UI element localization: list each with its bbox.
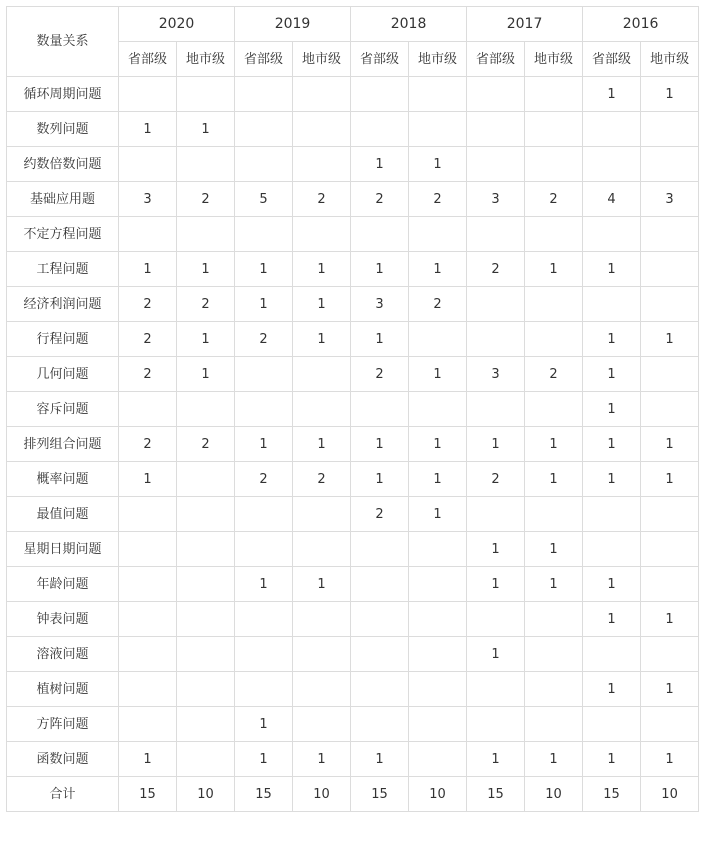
total-row xyxy=(7,777,699,812)
table-row xyxy=(7,742,699,777)
table-cell: 1 xyxy=(583,462,641,497)
table-cell: 2 xyxy=(177,182,235,217)
table-cell: 1 xyxy=(467,567,525,602)
row-label: 星期日期问题 xyxy=(7,532,119,567)
table-cell xyxy=(119,147,177,182)
table-cell: 1 xyxy=(467,427,525,462)
level-header: 地市级 xyxy=(293,42,351,77)
table-cell: 1 xyxy=(177,112,235,147)
table-cell xyxy=(525,392,583,427)
table-cell: 1 xyxy=(235,252,293,287)
table-cell: 3 xyxy=(467,182,525,217)
table-cell xyxy=(351,707,409,742)
table-cell xyxy=(351,217,409,252)
table-cell: 2 xyxy=(293,462,351,497)
row-label: 行程问题 xyxy=(7,322,119,357)
table-cell xyxy=(119,217,177,252)
table-cell: 15 xyxy=(583,777,641,812)
table-cell: 1 xyxy=(351,427,409,462)
level-header: 地市级 xyxy=(641,42,699,77)
table-cell xyxy=(119,602,177,637)
table-cell xyxy=(177,742,235,777)
table-cell xyxy=(467,217,525,252)
table-cell: 1 xyxy=(641,602,699,637)
table-cell xyxy=(351,672,409,707)
table-cell xyxy=(525,707,583,742)
table-cell: 10 xyxy=(293,777,351,812)
table-cell: 1 xyxy=(583,77,641,112)
table-cell: 1 xyxy=(293,287,351,322)
table-cell: 1 xyxy=(525,742,583,777)
table-cell xyxy=(177,602,235,637)
row-label: 函数问题 xyxy=(7,742,119,777)
table-cell xyxy=(177,147,235,182)
table-cell xyxy=(293,217,351,252)
row-label: 约数倍数问题 xyxy=(7,147,119,182)
table-row xyxy=(7,322,699,357)
table-cell: 1 xyxy=(235,707,293,742)
table-cell: 1 xyxy=(177,322,235,357)
row-label: 最值问题 xyxy=(7,497,119,532)
table-cell xyxy=(641,497,699,532)
table-cell xyxy=(525,217,583,252)
table-cell: 1 xyxy=(119,462,177,497)
table-row xyxy=(7,217,699,252)
table-cell xyxy=(641,392,699,427)
table-cell xyxy=(235,357,293,392)
table-cell: 1 xyxy=(583,357,641,392)
table-cell: 1 xyxy=(409,252,467,287)
table-row xyxy=(7,707,699,742)
table-cell xyxy=(467,707,525,742)
table-cell xyxy=(583,707,641,742)
year-header: 2020 xyxy=(119,7,235,42)
table-header xyxy=(7,7,699,77)
corner-header: 数量关系 xyxy=(7,7,119,77)
table-cell xyxy=(467,147,525,182)
table-row xyxy=(7,427,699,462)
row-label: 方阵问题 xyxy=(7,707,119,742)
table-cell xyxy=(235,532,293,567)
table-cell: 5 xyxy=(235,182,293,217)
table-cell: 1 xyxy=(583,742,641,777)
table-cell xyxy=(409,742,467,777)
row-label: 经济利润问题 xyxy=(7,287,119,322)
table-cell xyxy=(119,77,177,112)
table-cell: 1 xyxy=(351,322,409,357)
table-cell: 1 xyxy=(351,742,409,777)
row-label: 年龄问题 xyxy=(7,567,119,602)
table-cell xyxy=(235,392,293,427)
table-cell: 2 xyxy=(351,497,409,532)
table-cell xyxy=(177,707,235,742)
table-cell: 1 xyxy=(409,462,467,497)
table-cell xyxy=(641,252,699,287)
table-cell: 1 xyxy=(177,252,235,287)
table-cell: 1 xyxy=(293,427,351,462)
table-cell xyxy=(177,462,235,497)
table-cell xyxy=(525,672,583,707)
row-label: 不定方程问题 xyxy=(7,217,119,252)
level-header: 省部级 xyxy=(351,42,409,77)
table-cell xyxy=(583,287,641,322)
table-cell: 4 xyxy=(583,182,641,217)
table-cell xyxy=(409,567,467,602)
row-label: 概率问题 xyxy=(7,462,119,497)
table-cell xyxy=(351,112,409,147)
table-cell xyxy=(583,147,641,182)
table-cell xyxy=(641,567,699,602)
table-cell: 2 xyxy=(525,357,583,392)
table-cell xyxy=(177,217,235,252)
table-cell: 1 xyxy=(351,462,409,497)
level-header: 省部级 xyxy=(467,42,525,77)
table-cell xyxy=(293,532,351,567)
table-cell xyxy=(641,147,699,182)
table-cell xyxy=(119,532,177,567)
table-cell xyxy=(409,602,467,637)
table-cell: 10 xyxy=(409,777,467,812)
table-cell xyxy=(409,707,467,742)
table-cell: 1 xyxy=(583,672,641,707)
table-cell: 1 xyxy=(177,357,235,392)
table-cell xyxy=(235,77,293,112)
table-cell xyxy=(235,497,293,532)
table-row xyxy=(7,357,699,392)
row-label: 溶液问题 xyxy=(7,637,119,672)
table-row xyxy=(7,637,699,672)
table-cell: 2 xyxy=(293,182,351,217)
table-cell xyxy=(525,77,583,112)
table-cell: 1 xyxy=(293,567,351,602)
table-cell xyxy=(293,392,351,427)
table-cell: 15 xyxy=(119,777,177,812)
table-cell xyxy=(467,77,525,112)
table-row xyxy=(7,182,699,217)
table-cell: 2 xyxy=(235,322,293,357)
table-cell: 15 xyxy=(467,777,525,812)
level-header: 省部级 xyxy=(119,42,177,77)
table-row xyxy=(7,112,699,147)
table-cell xyxy=(525,287,583,322)
year-header: 2019 xyxy=(235,7,351,42)
table-cell: 1 xyxy=(293,252,351,287)
table-cell: 1 xyxy=(641,462,699,497)
table-cell xyxy=(525,497,583,532)
table-cell: 2 xyxy=(409,182,467,217)
table-cell: 3 xyxy=(641,182,699,217)
table-cell: 2 xyxy=(119,357,177,392)
table-cell xyxy=(467,112,525,147)
table-cell: 15 xyxy=(235,777,293,812)
table-cell: 1 xyxy=(235,742,293,777)
table-row xyxy=(7,462,699,497)
level-header: 地市级 xyxy=(525,42,583,77)
table-cell: 1 xyxy=(235,287,293,322)
table-cell xyxy=(641,707,699,742)
table-cell: 1 xyxy=(583,252,641,287)
table-cell xyxy=(525,637,583,672)
row-label: 合计 xyxy=(7,777,119,812)
table-cell: 2 xyxy=(119,427,177,462)
table-cell xyxy=(409,637,467,672)
table-cell xyxy=(293,77,351,112)
table-cell: 1 xyxy=(409,357,467,392)
table-cell xyxy=(293,497,351,532)
table-cell: 1 xyxy=(525,532,583,567)
row-label: 循环周期问题 xyxy=(7,77,119,112)
table-cell xyxy=(177,637,235,672)
table-cell: 2 xyxy=(467,462,525,497)
table-cell xyxy=(583,497,641,532)
table-cell: 10 xyxy=(525,777,583,812)
table-cell: 1 xyxy=(641,322,699,357)
table-cell xyxy=(177,567,235,602)
table-cell: 1 xyxy=(525,252,583,287)
table-row xyxy=(7,147,699,182)
level-header: 省部级 xyxy=(235,42,293,77)
table-cell: 1 xyxy=(641,427,699,462)
table-cell xyxy=(293,637,351,672)
table-cell: 1 xyxy=(467,532,525,567)
table-cell: 1 xyxy=(583,427,641,462)
table-cell: 10 xyxy=(641,777,699,812)
table-cell: 3 xyxy=(351,287,409,322)
table-cell: 1 xyxy=(467,637,525,672)
table-cell: 1 xyxy=(119,112,177,147)
table-cell xyxy=(641,532,699,567)
table-cell xyxy=(235,637,293,672)
row-label: 基础应用题 xyxy=(7,182,119,217)
table-cell xyxy=(119,672,177,707)
table-cell: 1 xyxy=(467,742,525,777)
table-cell xyxy=(177,392,235,427)
table-row xyxy=(7,602,699,637)
table-cell: 1 xyxy=(293,322,351,357)
table-cell: 2 xyxy=(525,182,583,217)
table-cell xyxy=(119,567,177,602)
table-cell xyxy=(641,287,699,322)
table-cell xyxy=(351,567,409,602)
table-cell xyxy=(235,147,293,182)
table-row xyxy=(7,287,699,322)
table-cell: 1 xyxy=(409,427,467,462)
table-cell: 15 xyxy=(351,777,409,812)
table-cell xyxy=(293,707,351,742)
table-cell xyxy=(409,217,467,252)
table-row xyxy=(7,497,699,532)
table-cell xyxy=(409,112,467,147)
table-cell xyxy=(641,217,699,252)
table-row xyxy=(7,252,699,287)
row-label: 排列组合问题 xyxy=(7,427,119,462)
row-label: 钟表问题 xyxy=(7,602,119,637)
table-cell xyxy=(235,112,293,147)
table-cell xyxy=(293,112,351,147)
row-label: 几何问题 xyxy=(7,357,119,392)
table-cell: 1 xyxy=(641,742,699,777)
table-cell xyxy=(641,112,699,147)
table-cell: 1 xyxy=(409,147,467,182)
table-cell xyxy=(525,602,583,637)
table-cell: 3 xyxy=(119,182,177,217)
table-cell xyxy=(467,602,525,637)
table-cell xyxy=(409,322,467,357)
table-cell: 2 xyxy=(177,427,235,462)
table-cell: 2 xyxy=(177,287,235,322)
table-cell: 2 xyxy=(119,322,177,357)
table-cell xyxy=(467,287,525,322)
table-cell: 1 xyxy=(525,462,583,497)
table-cell xyxy=(235,602,293,637)
row-label: 数列问题 xyxy=(7,112,119,147)
table-cell xyxy=(525,147,583,182)
table-cell xyxy=(409,532,467,567)
table-cell xyxy=(119,392,177,427)
table-cell: 10 xyxy=(177,777,235,812)
level-header: 省部级 xyxy=(583,42,641,77)
table-cell xyxy=(351,602,409,637)
table-cell: 1 xyxy=(641,672,699,707)
table-cell: 1 xyxy=(583,322,641,357)
table-cell xyxy=(467,497,525,532)
table-cell xyxy=(525,322,583,357)
table-cell xyxy=(641,637,699,672)
table-cell xyxy=(641,357,699,392)
table-cell xyxy=(467,672,525,707)
table-row xyxy=(7,532,699,567)
table-cell: 1 xyxy=(351,252,409,287)
table-cell xyxy=(177,672,235,707)
table-body xyxy=(7,77,699,812)
table-cell: 1 xyxy=(583,567,641,602)
table-cell xyxy=(119,707,177,742)
question-stats-table xyxy=(6,6,699,812)
row-label: 植树问题 xyxy=(7,672,119,707)
table-cell xyxy=(119,637,177,672)
table-cell: 2 xyxy=(119,287,177,322)
table-cell: 2 xyxy=(351,357,409,392)
table-cell xyxy=(409,392,467,427)
table-cell: 2 xyxy=(467,252,525,287)
table-cell xyxy=(583,532,641,567)
year-header-row xyxy=(7,7,699,42)
table-cell xyxy=(177,497,235,532)
year-header: 2017 xyxy=(467,7,583,42)
level-header: 地市级 xyxy=(177,42,235,77)
table-cell xyxy=(583,637,641,672)
table-cell xyxy=(235,217,293,252)
table-cell xyxy=(525,112,583,147)
year-header: 2018 xyxy=(351,7,467,42)
table-cell xyxy=(467,392,525,427)
table-cell: 1 xyxy=(409,497,467,532)
table-cell xyxy=(293,672,351,707)
table-cell xyxy=(235,672,293,707)
table-cell xyxy=(351,392,409,427)
table-cell xyxy=(293,602,351,637)
row-label: 工程问题 xyxy=(7,252,119,287)
table-cell: 2 xyxy=(235,462,293,497)
table-cell xyxy=(409,672,467,707)
table-cell: 1 xyxy=(641,77,699,112)
table-cell: 1 xyxy=(351,147,409,182)
table-cell: 2 xyxy=(351,182,409,217)
table-row xyxy=(7,672,699,707)
table-cell xyxy=(177,77,235,112)
table-row xyxy=(7,567,699,602)
table-cell: 1 xyxy=(293,742,351,777)
table-cell: 1 xyxy=(235,427,293,462)
table-cell xyxy=(177,532,235,567)
year-header: 2016 xyxy=(583,7,699,42)
table-cell xyxy=(351,637,409,672)
table-cell: 2 xyxy=(409,287,467,322)
table-cell xyxy=(351,532,409,567)
table-cell: 1 xyxy=(583,602,641,637)
table-row xyxy=(7,392,699,427)
table-cell: 1 xyxy=(525,567,583,602)
row-label: 容斥问题 xyxy=(7,392,119,427)
table-cell: 1 xyxy=(583,392,641,427)
table-cell xyxy=(293,147,351,182)
table-cell: 1 xyxy=(119,252,177,287)
table-cell xyxy=(351,77,409,112)
table-cell: 1 xyxy=(119,742,177,777)
table-cell xyxy=(119,497,177,532)
table-cell xyxy=(293,357,351,392)
table-cell: 1 xyxy=(235,567,293,602)
table-cell xyxy=(467,322,525,357)
table-cell xyxy=(583,112,641,147)
table-cell xyxy=(409,77,467,112)
table-row xyxy=(7,77,699,112)
level-header: 地市级 xyxy=(409,42,467,77)
table-cell xyxy=(583,217,641,252)
table-cell: 1 xyxy=(525,427,583,462)
table-cell: 3 xyxy=(467,357,525,392)
